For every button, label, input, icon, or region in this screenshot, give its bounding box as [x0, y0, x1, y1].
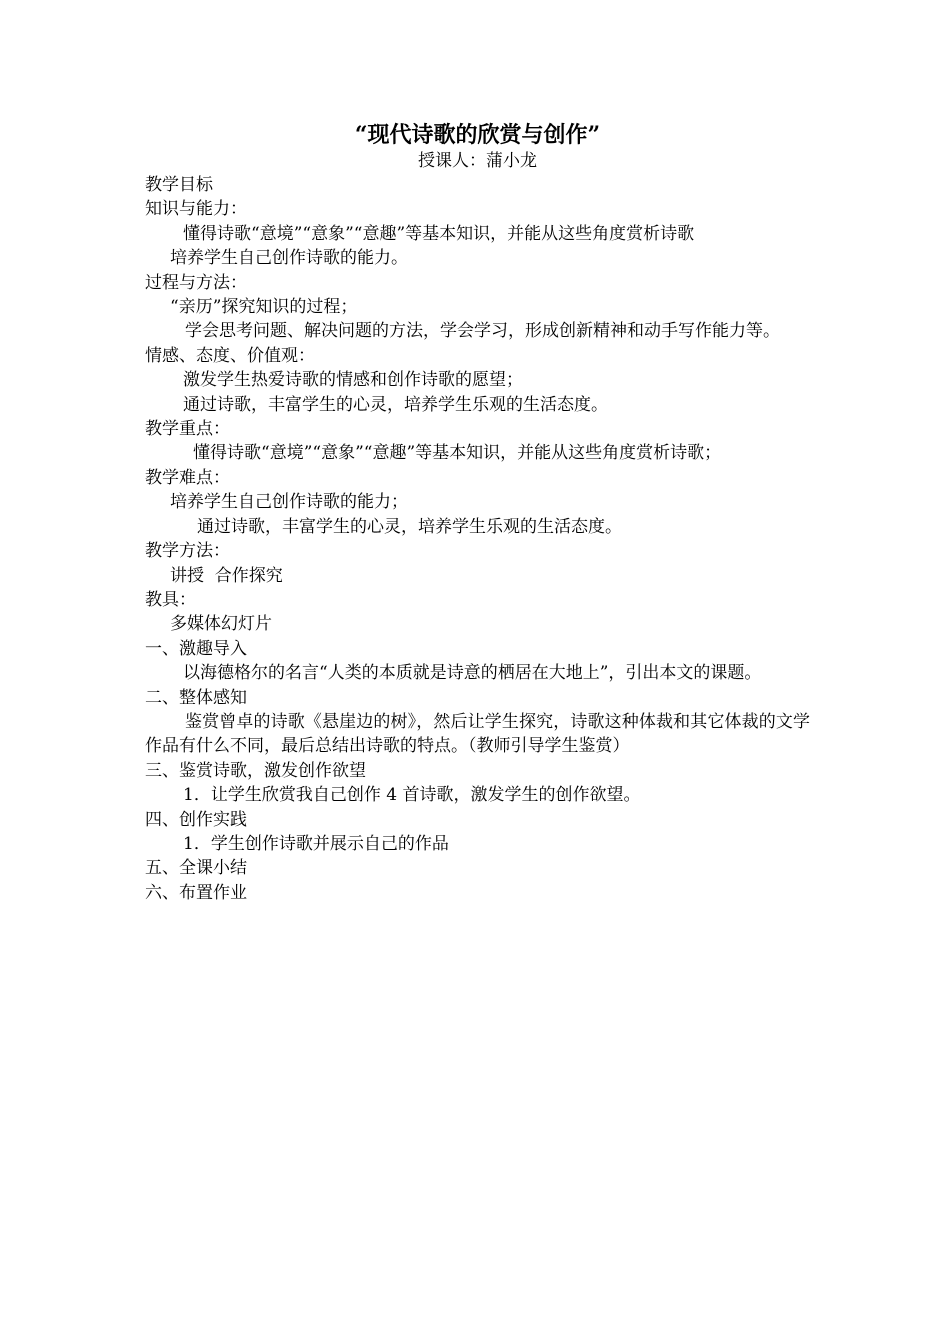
section-heading-homework: 六、布置作业: [145, 882, 247, 903]
paragraph-wrapped: 学会思考问题、解决问题的方法，学会学习，形成创新精神和动手写作能力等。: [185, 321, 780, 342]
subheading-emotion-values: 情感、态度、价值观：: [145, 345, 315, 366]
paragraph-line: 通过诗歌，丰富学生的心灵，培养学生乐观的生活态度。: [183, 394, 608, 415]
section-heading-summary: 五、全课小结: [145, 858, 247, 879]
section-heading-methods: 教学方法：: [145, 541, 230, 562]
paragraph-wrapped: 懂得诗歌“意境”“意象”“意趣”等基本知识，并能从这些角度赏析诗歌；: [193, 443, 722, 464]
paragraph-line: 讲授 合作探究: [170, 565, 283, 586]
paragraph-line: 多媒体幻灯片: [170, 614, 272, 635]
paragraph-wrapped: 鉴赏曾卓的诗歌《悬崖边的树》，然后让学生探究，诗歌这种体裁和其它体裁的文学作品有什么不同，最后总结出诗歌的特点。（教师引导学生鉴赏）: [145, 711, 810, 757]
paragraph-line: 通过诗歌，丰富学生的心灵，培养学生乐观的生活态度。: [197, 516, 622, 537]
paragraph-line: 激发学生热爱诗歌的情感和创作诗歌的愿望；: [183, 370, 523, 391]
document-title: “现代诗歌的欣赏与创作”: [354, 122, 601, 148]
section-heading-key-points: 教学重点：: [145, 419, 230, 440]
paragraph-line: 懂得诗歌“意境”“意象”“意趣”等基本知识，并能从这些角度赏析诗歌: [183, 223, 695, 244]
subheading-process-method: 过程与方法：: [145, 272, 247, 293]
section-heading-appreciation: 三、鉴赏诗歌，激发创作欲望: [145, 760, 366, 781]
teacher-line: 授课人：蒲小龙: [418, 151, 537, 171]
paragraph-line: “亲历”探究知识的过程；: [170, 297, 358, 318]
section-heading-difficulties: 教学难点：: [145, 467, 230, 488]
paragraph-line: 培养学生自己创作诗歌的能力。: [170, 248, 408, 269]
section-heading-practice: 四、创作实践: [145, 809, 247, 830]
paragraph-line: 培养学生自己创作诗歌的能力；: [170, 492, 408, 513]
subheading-knowledge-ability: 知识与能力：: [145, 199, 247, 220]
section-heading-intro: 一、激趣导入: [145, 638, 247, 659]
section-heading-overall: 二、整体感知: [145, 687, 247, 708]
paragraph-line: 1．学生创作诗歌并展示自己的作品: [183, 833, 449, 854]
section-heading-tools: 教具：: [145, 589, 196, 610]
paragraph-wrapped: 以海德格尔的名言“人类的本质就是诗意的栖居在大地上”，引出本文的课题。: [183, 663, 762, 684]
section-heading-objectives: 教学目标: [145, 175, 213, 195]
document-body: [145, 173, 810, 905]
paragraph-line: 1．让学生欣赏我自己创作 4 首诗歌，激发学生的创作欲望。: [183, 785, 641, 806]
